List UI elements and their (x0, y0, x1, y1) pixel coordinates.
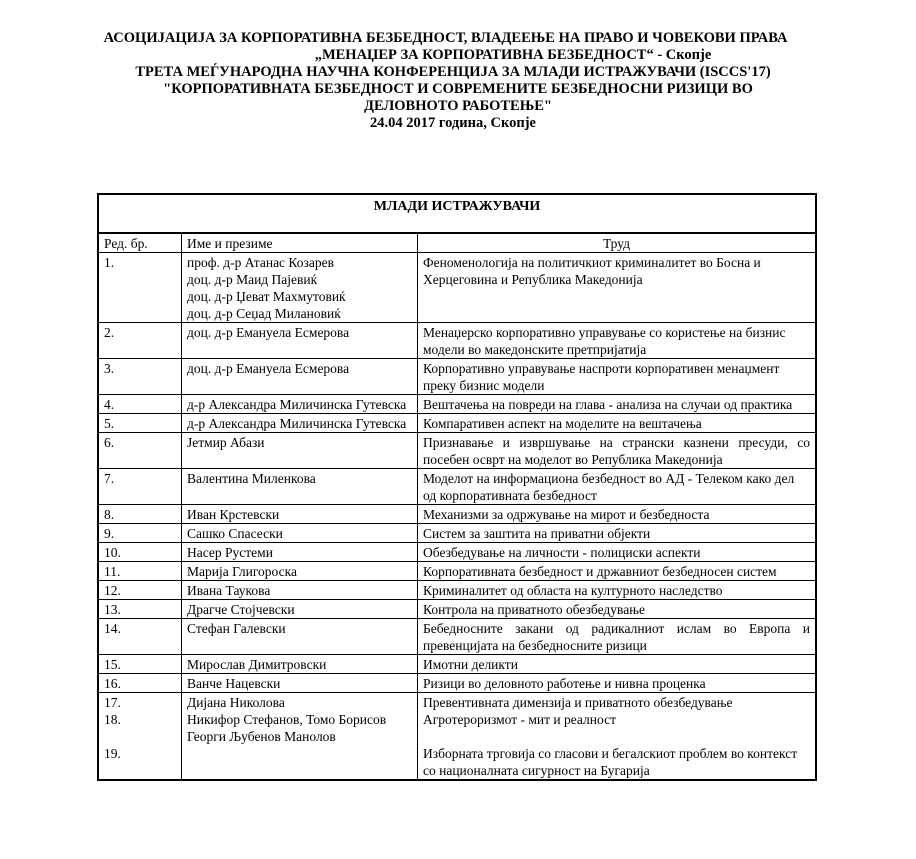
row-number: 3. (98, 359, 182, 395)
author-name: Ивана Таукова (187, 583, 271, 598)
author-name: доц. д-р Сеџад Милановиќ (187, 306, 341, 321)
paper-title: Феноменологија на политичкиот криминалитет во Босна и Херцеговина и Република Македонија (418, 253, 817, 323)
row-number: 7. (98, 469, 182, 505)
association-subtitle: „МЕНАЏЕР ЗА КОРПОРАТИВНА БЕЗБЕДНОСТ“ - Скопје (314, 47, 712, 63)
column-header-name: Име и презиме (182, 233, 418, 253)
table-body (98, 253, 816, 693)
conference-date: 24.04 2017 година, Скопје (370, 115, 536, 131)
row-number: 8. (98, 505, 182, 524)
author-name: Сашко Спасески (187, 526, 283, 541)
table-row (98, 543, 816, 562)
row-number: 16. (98, 674, 182, 693)
paper-title: Обезбедување на личности - полициски аспекти (418, 543, 817, 562)
author-name: доц. д-р Емануела Есмерова (187, 325, 350, 340)
author-name: Мирослав Димитровски (187, 657, 327, 672)
author-name: доц. д-р Џеват Махмутовиќ (187, 289, 346, 304)
table-row (98, 562, 816, 581)
row-number: 5. (98, 414, 182, 433)
association-name: АСОЦИЈАЦИЈА ЗА КОРПОРАТИВНА БЕЗБЕДНОСТ, ВЛАДЕЕЊЕ НА ПРАВО И ЧОВЕКОВИ ПРАВА (103, 30, 788, 46)
row-names-cell (182, 433, 418, 469)
author-name: Ванче Нацевски (187, 676, 281, 691)
row-number: 13. (98, 600, 182, 619)
row-number: 11. (98, 562, 182, 581)
conference-title: ТРЕТА МЕЃУНАРОДНА НАУЧНА КОНФЕРЕНЦИЈА ЗА МЛАДИ ИСТРАЖУВАЧИ (ISCCS'17) (135, 64, 771, 80)
row-numbers-cell (98, 693, 182, 781)
row-names-cell (182, 395, 418, 414)
author-name: д-р Александра Миличинска Гутевска (187, 416, 407, 431)
row-names-cell (182, 655, 418, 674)
row-names-cell (182, 674, 418, 693)
paper-title: Изборната трговија со гласови и бегалскиот проблем во контекст со националната сигурност на Бугарија (423, 746, 798, 778)
row-names-cell (182, 505, 418, 524)
row-names-cell (182, 543, 418, 562)
author-name: доц. д-р Маид Пајевиќ (187, 272, 318, 287)
table-row (98, 433, 816, 469)
column-header-number: Ред. бр. (98, 233, 182, 253)
author-name: Валентина Миленкова (187, 471, 316, 486)
row-number: 4. (98, 395, 182, 414)
table-row-combined (98, 693, 816, 781)
paper-title: Корпоративно управување наспроти корпоративен менаџмент преку бизнис модели (418, 359, 817, 395)
author-name: Стефан Галевски (187, 621, 286, 636)
document-header (0, 30, 916, 132)
row-number: 9. (98, 524, 182, 543)
paper-title: Признавање и извршување на странски казнени пресуди, со посебен осврт на моделот во Република Македонија (418, 433, 817, 469)
paper-title: Корпоративната безбедност и државниот безбедносен систем (418, 562, 817, 581)
table-row (98, 524, 816, 543)
author-name: Јетмир Абази (187, 435, 265, 450)
row-number: 14. (98, 619, 182, 655)
row-number: 18. (104, 712, 121, 727)
row-number: 17. (104, 695, 121, 710)
row-names-cell (182, 253, 418, 323)
table-row (98, 359, 816, 395)
table-row (98, 323, 816, 359)
table-row (98, 395, 816, 414)
paper-title: Систем за заштита на приватни објекти (418, 524, 817, 543)
paper-title: Вештачења на повреди на глава - анализа на случаи од практика (418, 395, 817, 414)
paper-title: Менаџерско корпоративно управување со користење на бизнис модели во македонските претпријатија (418, 323, 817, 359)
paper-title: Криминалитет од областа на културното наследство (418, 581, 817, 600)
column-header-paper: Труд (418, 233, 817, 253)
author-name: д-р Александра Миличинска Гутевска (187, 397, 407, 412)
author-name: проф. д-р Атанас Козарев (187, 255, 334, 270)
researchers-table (97, 193, 817, 781)
paper-title: Ризици во деловното работење и нивна проценка (418, 674, 817, 693)
row-names-cell (182, 323, 418, 359)
row-names-cell (182, 562, 418, 581)
row-number: 6. (98, 433, 182, 469)
row-names-cell (182, 469, 418, 505)
table-row (98, 505, 816, 524)
table-row (98, 581, 816, 600)
table-row (98, 600, 816, 619)
table-row (98, 619, 816, 655)
row-number: 19. (104, 746, 121, 761)
table-row (98, 414, 816, 433)
paper-title: Моделот на информациона безбедност во АД - Телеком како дел од корпоративната безбедност (418, 469, 817, 505)
row-number: 12. (98, 581, 182, 600)
row-names-cell (182, 581, 418, 600)
row-names-cell (182, 693, 418, 781)
author-name: Драгче Стојчевски (187, 602, 295, 617)
row-number: 1. (98, 253, 182, 323)
table-row (98, 674, 816, 693)
row-names-cell (182, 619, 418, 655)
author-name: Марија Глигороска (187, 564, 297, 579)
row-names-cell (182, 524, 418, 543)
table-row (98, 655, 816, 674)
row-names-cell (182, 600, 418, 619)
conference-theme-line2: ДЕЛОВНОТО РАБОТЕЊЕ" (364, 98, 552, 114)
row-number: 10. (98, 543, 182, 562)
paper-title: Контрола на приватното обезбедување (418, 600, 817, 619)
paper-title: Агротероризмот - мит и реалност (423, 712, 616, 727)
author-name: доц. д-р Емануела Есмерова (187, 361, 350, 376)
author-name: Иван Крстевски (187, 507, 280, 522)
author-name: Насер Рустеми (187, 545, 273, 560)
paper-title: Механизми за одржување на мирот и безбедноста (418, 505, 817, 524)
row-number: 15. (98, 655, 182, 674)
paper-title: Имотни деликти (418, 655, 817, 674)
row-number: 2. (98, 323, 182, 359)
author-name: Георги Љубенов Манолов (187, 729, 336, 744)
row-names-cell (182, 359, 418, 395)
table-row (98, 469, 816, 505)
row-papers-cell (418, 693, 817, 781)
table-row (98, 253, 816, 323)
paper-title: Превентивната димензија и приватното обезбедување (423, 695, 733, 710)
table-title: МЛАДИ ИСТРАЖУВАЧИ (98, 194, 816, 233)
paper-title: Компаративен аспект на моделите на вештачења (418, 414, 817, 433)
conference-theme-line1: "КОРПОРАТИВНАТА БЕЗБЕДНОСТ И СОВРЕМЕНИТЕ БЕЗБЕДНОСНИ РИЗИЦИ ВО (163, 81, 753, 97)
paper-title: Бебедносните закани од радикалниот ислам во Европа и превенцијата на безбедносните ризици (418, 619, 817, 655)
author-name: Дијана Николова (187, 695, 285, 710)
row-names-cell (182, 414, 418, 433)
author-name: Никифор Стефанов, Томо Борисов (187, 712, 387, 727)
